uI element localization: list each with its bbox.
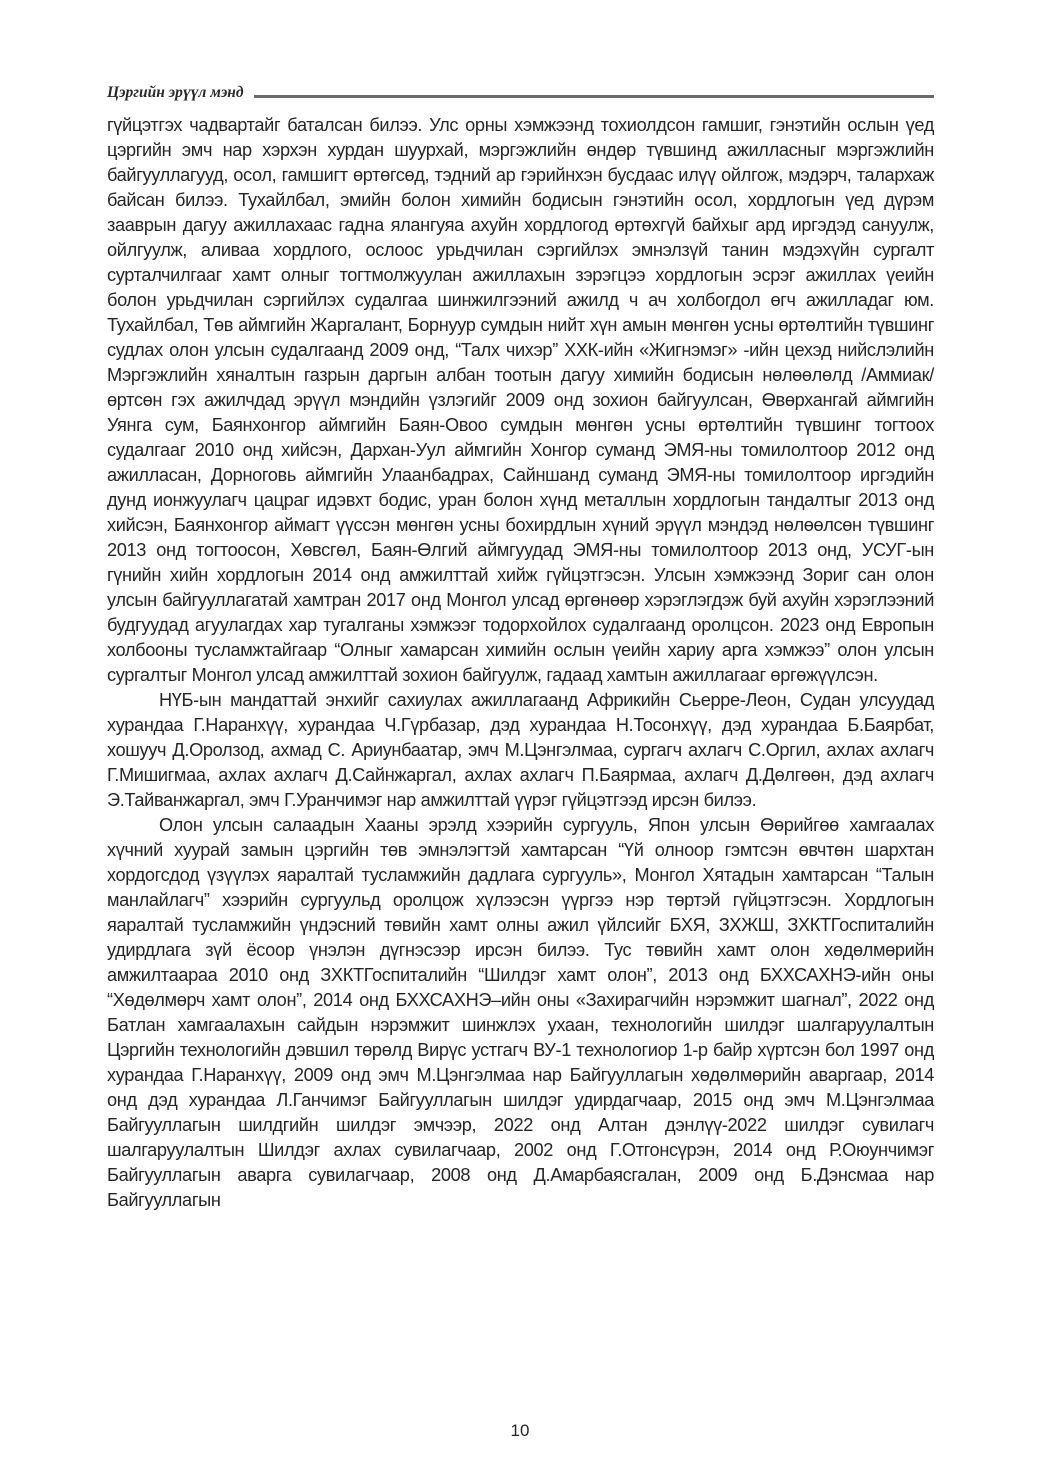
header-rule-divider: [254, 95, 934, 98]
running-title: Цэргийн эрүүл мэнд: [107, 84, 244, 101]
page-number: 10: [510, 1421, 530, 1440]
paragraph-2: НҮБ-ын мандаттай энхийг сахиулах ажиллагаанд Африкийн Сьерре-Леон, Судан улсуудад хурандаа Г.Наранхүү, хурандаа Ч.Гүрбазар, дэд хурандаа Н.Тосонхүү, дэд хурандаа Б.Баярбат, хошууч Д.Оролзод, ахмад С. Ариунбаатар, эмч М.Цэнгэлмаа, сургагч ахлагч С.Оргил, ахлах ахлагч Г.Мишигмаа, ахлах ахлагч Д.Сайнжаргал, ахлах ахлагч П.Баярмаа, ахлагч Д.Дөлгөөн, дэд ахлагч Э.Тайванжаргал, эмч Г.Уранчимэг нар амжилттай үүрэг гүйцэтгээд ирсэн билээ.: [107, 690, 934, 810]
body-text: [107, 113, 934, 1213]
paragraph-1: гүйцэтгэх чадвартайг баталсан билээ. Улс орны хэмжээнд тохиолдсон гамшиг, гэнэтийн ослын үед цэргийн эмч нар хэрхэн хурдан шуурхай, мэргэжлийн өндөр түвшинд ажилласныг мэргэжлийн байгууллагууд, осол, гамшигт өртөгсөд, тэдний ар гэрийнхэн бусдаас илүү ойлгож, мэдэрч, талархаж байсан билээ. Тухайлбал, эмийн болон химийн бодисын гэнэтийн осол, хордлогын үед дүрэм зааврын дагуу ажиллахаас гадна ялангуяа ахуйн хордлогод өртөхгүй байхыг ард иргэдэд сануулж, ойлгуулж, аливаа хордлого, ослоос урьдчилан сэргийлэх эмнэлзүй танин мэдэхүйн сургалт сурталчилгааг хамт олныг тогтмолжуулан ажиллахын зэрэгцээ хордлогын эсрэг ажиллах үеийн болон урьдчилан сэргийлэх судалгаа шинжилгээний ажилд ч ач холбогдол өгч ажилладаг юм. Тухайлбал, Төв аймгийн Жаргалант, Борнуур сумдын нийт хүн амын мөнгөн усны өртөлтийн түвшинг судлах олон улсын судалгаанд 2009 онд, “Талх чихэр” ХХК-ийн «Жигнэмэг» -ийн цехэд нийслэлийн Мэргэжлийн хяналтын газрын даргын албан тоотын дагуу химийн бодисын нөлөөлөлд /Аммиак/ өртсөн гэх ажилчдад эрүүл мэндийн үзлэгийг 2009 онд зохион байгуулсан, Өвөрхангай аймгийн Уянга сум, Баянхонгор аймгийн Баян-Овоо сумдын мөнгөн усны өртөлтийн түвшинг тогтоох судалгааг 2010 онд хийсэн, Дархан-Уул аймгийн Хонгор суманд ЭМЯ-ны томилолтоор 2012 онд ажилласан, Дорноговь аймгийн Улаанбадрах, Сайншанд суманд ЭМЯ-ны томилолтоор иргэдийн дунд ионжуулагч цацраг идэвхт бодис, уран болон хүнд металлын хордлогын тандалтыг 2013 онд хийсэн, Баянхонгор аймагт үүссэн мөнгөн усны бохирдлын хүний эрүүл мэндэд нөлөөлсөн түвшинг 2013 онд тогтоосон, Хөвсгөл, Баян-Өлгий аймгуудад ЭМЯ-ны томилолтоор 2013 онд, УСУГ-ын гүнийн хийн хордлогын 2014 онд амжилттай хийж гүйцэтгэсэн. Улсын хэмжээнд Зориг сан олон улсын байгууллагатай хамтран 2017 онд Монгол улсад өргөнөөр хэрэглэгдэж буй ахуйн хэрэглээний будгуудад агуулагдах хар тугалганы хэмжээг тодорхойлох судалгаанд оролцсон. 2023 онд Европын холбооны тусламжтайгаар “Олныг хамарсан химийн ослын үеийн хариу арга хэмжээ” олон улсын сургалтыг Монгол улсад амжилттай зохион байгуулж, гадаад хамтын ажиллагааг өргөжүүлсэн.: [107, 115, 934, 685]
paragraph-3: Олон улсын салаадын Хааны эрэлд хээрийн сургууль, Япон улсын Өөрийгөө хамгаалах хүчний хуурай замын цэргийн төв эмнэлэгтэй хамтарсан “Үй олноор гэмтсэн өвчтөн шархтан хордогсдод үзүүлэх яаралтай тусламжийн дадлага сургууль», Монгол Хятадын хамтарсан “Талын манлайлагч” хээрийн сургуульд оролцож хүлээсэн үүргээ нэр төртэй гүйцэтгэсэн. Хордлогын яаралтай тусламжийн үндэсний төвийн хамт олны ажил үйлсийг БХЯ, ЗХЖШ, ЗХКТГоспиталийн удирдлага зүй ёсоор үнэлэн дүгнэсээр ирсэн билээ. Тус төвийн хамт олон хөдөлмөрийн амжилтаараа 2010 онд ЗХКТГоспиталийн “Шилдэг хамт олон”, 2013 онд БХХСАХНЭ-ийн оны “Хөдөлмөрч хамт олон”, 2014 онд БХХСАХНЭ–ийн оны «Захирагчийн нэрэмжит шагнал”, 2022 онд Батлан хамгаалахын сайдын нэрэмжит шинжлэх ухаан, технологийн шилдэг шалгаруулалтын Цэргийн технологийн дэвшил төрөлд Вирүс устгагч ВУ-1 технологиор 1-р байр хүртсэн бол 1997 онд хурандаа Г.Наранхүү, 2009 онд эмч М.Цэнгэлмаа нар Байгууллагын хөдөлмөрийн аваргаар, 2014 онд дэд хурандаа Л.Ганчимэг Байгууллагын шилдэг удирдагчаар, 2015 онд эмч М.Цэнгэлмаа Байгууллагын шилдгийн шилдэг эмчээр, 2022 онд Алтан дэнлүү-2022 шилдэг сувилагч шалгаруулалтын Шилдэг ахлах сувилагчаар, 2002 онд Г.Отгонсүрэн, 2014 онд Р.Оюунчимэг Байгууллагын аварга сувилагчаар, 2008 онд Д.Амарбаясгалан, 2009 онд Б.Дэнсмаа нар Байгууллагын: [107, 815, 934, 1210]
running-header: [107, 82, 934, 104]
